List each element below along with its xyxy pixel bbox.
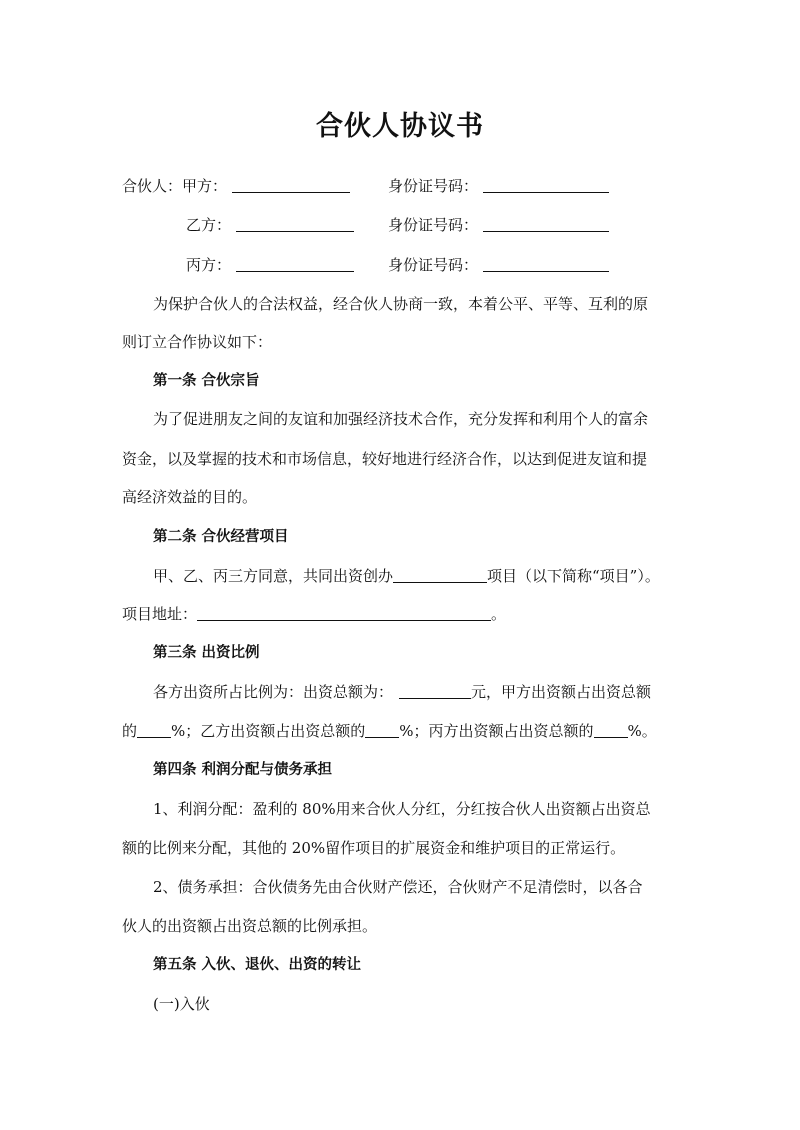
article-1-line-1: 为了促进朋友之间的友谊和加强经济技术合作，充分发挥和利用个人的富余: [153, 410, 649, 428]
party-c-name-blank: [236, 256, 354, 272]
article-2-line-2: [122, 604, 506, 624]
article-2-line-1-pre: 甲、乙、丙三方同意，共同出资创办: [153, 567, 394, 585]
article-4-p1-line-2: 额的比例来分配，其他的 20%留作项目的扩展资金和维护项目的正常运行。: [122, 839, 626, 857]
article-4-p2-line-2: 伙人的出资额占出资总额的比例承担。: [122, 917, 378, 935]
party-b-label: 乙方：: [186, 216, 232, 234]
party-b-share-blank: [365, 722, 399, 738]
article-5-heading: 第五条 入伙、退伙、出资的转让: [153, 957, 362, 973]
partners-label: 合伙人：: [122, 177, 183, 195]
article-3-line-2-a: 的: [122, 722, 138, 740]
article-1-heading: 第一条 合伙宗旨: [153, 373, 260, 389]
party-row-b: [186, 215, 354, 235]
party-b-name-blank: [236, 216, 354, 232]
party-c-label: 丙方：: [186, 256, 232, 274]
article-4-p2-line-1: 2、债务承担：合伙债务先由合伙财产偿还，合伙财产不足清偿时，以各合: [153, 878, 643, 896]
party-a-label: 甲方：: [182, 177, 228, 195]
party-b-id-blank: [483, 216, 609, 232]
article-1-line-3: 高经济效益的目的。: [122, 488, 258, 506]
article-3-line-2-c: %；丙方出资额占出资总额的: [399, 722, 594, 740]
article-3-line-1-pre: 各方出资所占比例为：出资总额为：: [153, 683, 394, 701]
article-4-p1-line-1: 1、利润分配：盈利的 80%用来合伙人分红，分红按合伙人出资额占出资总: [153, 800, 651, 818]
party-b-id-label: 身份证号码：: [388, 216, 479, 234]
party-a-name-blank: [232, 177, 350, 193]
intro-line-1: 为保护合伙人的合法权益，经合伙人协商一致，本着公平、平等、互利的原: [153, 295, 649, 313]
party-a-id-label: 身份证号码：: [388, 177, 479, 195]
party-row-a: [122, 176, 350, 196]
party-c-id-label: 身份证号码：: [388, 256, 479, 274]
project-name-blank: [393, 567, 487, 583]
document-title: 合伙人协议书: [316, 111, 484, 142]
project-address-label: 项目地址：: [122, 605, 198, 623]
article-2-line-2-post: 。: [491, 605, 507, 623]
article-3-line-1-post: 元，甲方出资额占出资总额: [471, 683, 652, 701]
party-a-id-blank: [483, 177, 609, 193]
article-3-line-2-d: %。: [627, 722, 657, 740]
party-row-c: [186, 255, 354, 275]
party-c-share-blank: [594, 722, 628, 738]
article-3-line-2: [122, 721, 657, 741]
party-c-id-row: [388, 255, 609, 275]
article-2-heading: 第二条 合伙经营项目: [153, 529, 289, 545]
total-capital-blank: [399, 683, 471, 699]
intro-line-2: 则订立合作协议如下：: [122, 333, 273, 351]
party-c-id-blank: [483, 256, 609, 272]
project-address-blank: [197, 605, 491, 621]
article-5-sub-1: (一)入伙: [153, 995, 210, 1013]
article-1-line-2: 资金，以及掌握的技术和市场信息，较好地进行经济合作，以达到促进友谊和提: [122, 450, 648, 468]
party-b-id-row: [388, 215, 609, 235]
article-2-line-1-post: 项目（以下简称“项目”）。: [487, 567, 660, 585]
article-3-line-1: [153, 682, 651, 702]
party-a-id-row: [388, 176, 609, 196]
party-a-share-blank: [137, 722, 171, 738]
article-3-line-2-b: %；乙方出资额占出资总额的: [171, 722, 366, 740]
article-4-heading: 第四条 利润分配与债务承担: [153, 762, 333, 778]
article-3-heading: 第三条 出资比例: [153, 645, 260, 661]
article-2-line-1: [153, 566, 660, 586]
